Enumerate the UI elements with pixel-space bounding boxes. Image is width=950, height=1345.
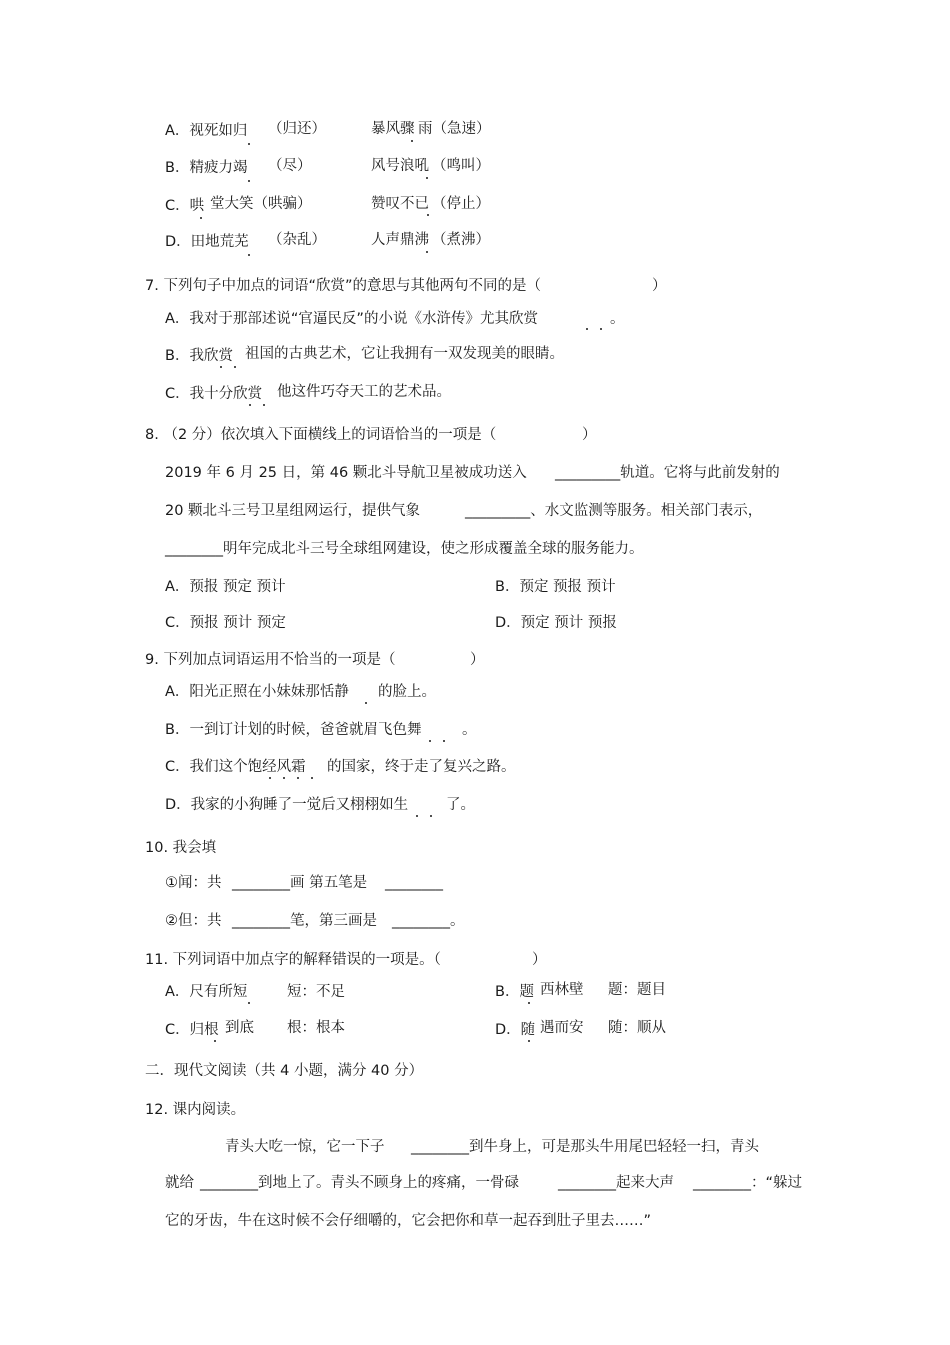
q8-option-a: A．预报 预定 预计	[165, 579, 286, 595]
q6-option-a-left: A．视死如归	[165, 123, 248, 139]
q10-line1-label: ①闻：共	[165, 875, 222, 891]
q10-line2-label: ②但：共	[165, 913, 222, 929]
q7-option-c-rest: 他这件巧夺天工的艺术品。	[277, 384, 451, 400]
q6-option-b-right-gloss: （鸣叫）	[432, 158, 490, 174]
q9-option-b-start: B．一到订计划的时候，爸爸就眉飞色舞	[165, 722, 422, 738]
emphasis-dot	[430, 815, 432, 817]
q7-option-b-start: B．我欣赏	[165, 348, 233, 364]
q11-option-a: A．尺有所短	[165, 984, 248, 1000]
q6-option-b-gloss: （尽）	[268, 158, 312, 174]
emphasis-dot	[248, 180, 250, 182]
q8-passage-line1-end: _________轨道。它将与此前发射的	[555, 465, 780, 481]
q10-line1-blank: ________	[385, 875, 443, 891]
q11-option-b-char: B．题	[495, 984, 534, 1000]
emphasis-dot	[311, 777, 313, 779]
emphasis-dot	[234, 366, 236, 368]
q11-option-d-gloss: 随：顺从	[608, 1020, 666, 1036]
emphasis-dot	[220, 366, 222, 368]
emphasis-dot	[248, 1002, 250, 1004]
q11-paren-close: ）	[532, 952, 547, 968]
q6-option-b-right: 风号浪吼	[371, 158, 429, 174]
emphasis-dot	[528, 1040, 530, 1042]
q10-line2-blank: ________。	[392, 913, 465, 929]
q7-option-b-rest: 祖国的古典艺术，它让我拥有一双发现美的眼睛。	[245, 346, 564, 362]
q8-passage-line1-start: 2019 年 6 月 25 日，第 46 颗北斗导航卫星被成功送入	[165, 465, 527, 481]
q11-option-d-char: D．随	[495, 1022, 536, 1038]
q8-paren-close: ）	[582, 427, 597, 443]
q6-option-d-left: D．田地荒芜	[165, 234, 249, 250]
emphasis-dot	[426, 177, 428, 179]
q12-passage-line1-start: 青头大吃一惊，它一下子	[225, 1139, 385, 1155]
q12-passage-line2-start: 就给	[165, 1175, 194, 1191]
q9-option-d-end: 了。	[446, 797, 475, 813]
q9-option-c-end: 的国家，终于走了复兴之路。	[327, 759, 516, 775]
q7-option-a-end: 。	[610, 311, 625, 327]
q9-paren-close: ）	[470, 652, 485, 668]
q8-passage-line2-start: 20 颗北斗三号卫星组网运行，提供气象	[165, 503, 421, 519]
q6-option-b-left: B．精疲力竭	[165, 160, 248, 176]
section-2-title: 二．现代文阅读（共 4 小题，满分 40 分）	[145, 1063, 424, 1079]
q6-option-a-gloss: （归还）	[268, 121, 326, 137]
emphasis-dot	[297, 777, 299, 779]
q9-stem: 9. 下列加点词语运用不恰当的一项是（	[145, 652, 396, 668]
emphasis-dot	[416, 815, 418, 817]
q6-option-c-right: 赞叹不已	[371, 196, 429, 212]
q8-passage-line3: ________明年完成北斗三号全球组网建设，使之形成覆盖全球的服务能力。	[165, 541, 644, 557]
q9-option-a-end: 的脸上。	[378, 684, 436, 700]
q8-stem: 8. （2 分）依次填入下面横线上的词语恰当的一项是（	[145, 427, 497, 443]
q6-option-c-right-gloss: （停止）	[432, 196, 490, 212]
q7-option-a: A．我对于那部述说“官逼民反”的小说《水浒传》尤其欣赏	[165, 311, 538, 327]
q9-option-b-end: 。	[462, 722, 477, 738]
q11-option-c-rest: 到底	[225, 1020, 254, 1036]
q12-passage-line2-end: ________：“躲过	[693, 1175, 803, 1191]
emphasis-dot	[586, 328, 588, 330]
q12-passage-line1-end: ________到牛身上，可是那头牛用尾巴轻轻一扫，青头	[411, 1139, 759, 1155]
q6-option-a-right-gloss: 雨（急速）	[418, 121, 491, 137]
q6-option-d-right: 人声鼎沸	[371, 232, 429, 248]
q12-passage-line3: 它的牙齿，牛在这时候不会仔细嚼的，它会把你和草一起吞到肚子里去……”	[165, 1213, 652, 1229]
q11-option-a-gloss: 短：不足	[287, 984, 345, 1000]
q8-option-d: D．预定 预计 预报	[495, 615, 617, 631]
q11-option-b-rest: 西林壁	[540, 982, 584, 998]
emphasis-dot	[248, 143, 250, 145]
q7-stem: 7. 下列句子中加点的词语“欣赏”的意思与其他两句不同的是（	[145, 278, 541, 294]
emphasis-dot	[263, 404, 265, 406]
q7-option-c-start: C．我十分欣赏	[165, 386, 263, 402]
emphasis-dot	[443, 740, 445, 742]
q7-paren-close: ）	[652, 278, 667, 294]
q10-stem: 10. 我会填	[145, 840, 217, 856]
q6-option-d-gloss: （杂乱）	[268, 232, 326, 248]
emphasis-dot	[269, 777, 271, 779]
q11-stem: 11. 下列词语中加点字的解释错误的一项是。（	[145, 952, 441, 968]
q8-option-b: B．预定 预报 预计	[495, 579, 616, 595]
emphasis-dot	[427, 214, 429, 216]
q11-option-d-rest: 遇而安	[540, 1020, 584, 1036]
q9-option-c-start: C．我们这个饱经风霜	[165, 759, 306, 775]
q6-option-c-left: C．哄	[165, 198, 205, 214]
emphasis-dot	[600, 328, 602, 330]
q10-line2-middle: ________笔，第三画是	[232, 913, 377, 929]
emphasis-dot	[528, 1002, 530, 1004]
emphasis-dot	[365, 702, 367, 704]
emphasis-dot	[214, 1040, 216, 1042]
q12-stem: 12. 课内阅读。	[145, 1102, 246, 1118]
emphasis-dot	[426, 251, 428, 253]
q6-option-a-right: 暴风骤	[371, 121, 415, 137]
q8-passage-line2-end: _________、水文监测等服务。相关部门表示，	[465, 503, 763, 519]
emphasis-dot	[200, 217, 202, 219]
q11-option-b-gloss: 题：题目	[608, 982, 666, 998]
emphasis-dot	[283, 777, 285, 779]
q11-option-c-char: C．归根	[165, 1022, 219, 1038]
q12-passage-line2-part2: ________到地上了。青头不顾身上的疼痛，一骨碌	[200, 1175, 519, 1191]
emphasis-dot	[248, 254, 250, 256]
emphasis-dot	[249, 404, 251, 406]
emphasis-dot	[411, 140, 413, 142]
q12-passage-line2-part3: ________起来大声	[558, 1175, 674, 1191]
q9-option-d-start: D．我家的小狗睡了一觉后又栩栩如生	[165, 797, 409, 813]
q8-option-c: C．预报 预计 预定	[165, 615, 286, 631]
q9-option-a-start: A．阳光正照在小妹妹那恬静	[165, 684, 349, 700]
q11-option-c-gloss: 根：根本	[287, 1020, 345, 1036]
q10-line1-middle: ________画 第五笔是	[232, 875, 368, 891]
emphasis-dot	[429, 740, 431, 742]
q6-option-c-left-rest: 堂大笑（哄骗）	[210, 196, 312, 212]
q6-option-d-right-gloss: （煮沸）	[432, 232, 490, 248]
